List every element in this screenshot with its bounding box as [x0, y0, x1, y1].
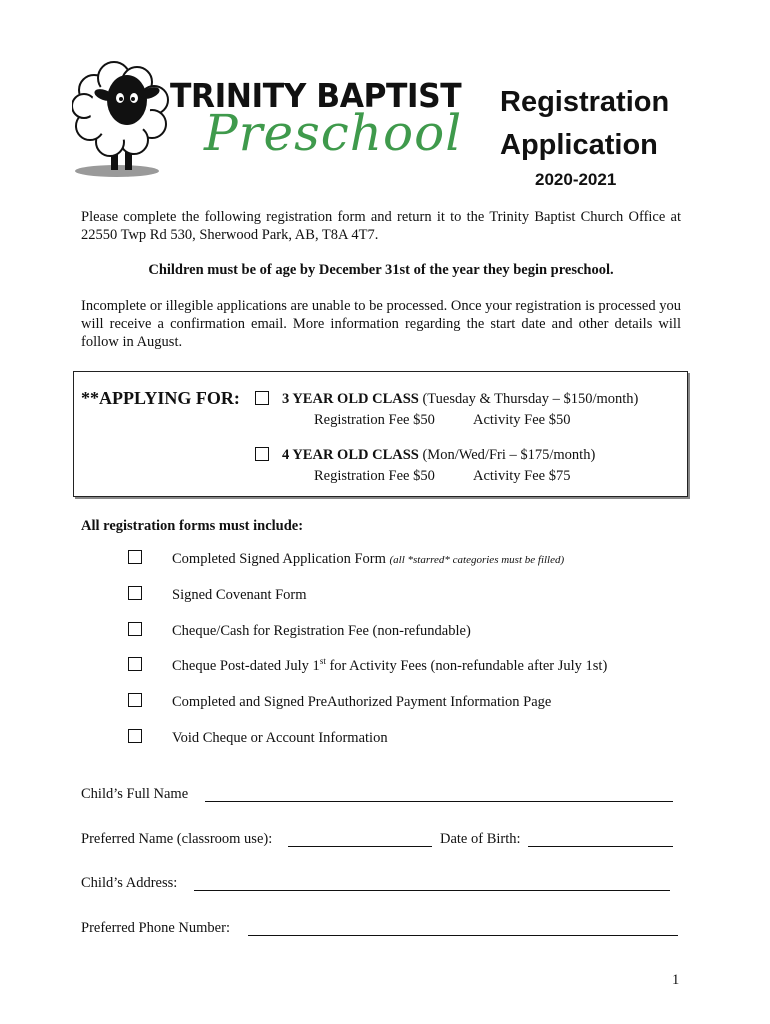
- preferred-name-label: Preferred Name (classroom use):: [81, 831, 273, 847]
- child-full-name-field[interactable]: [205, 801, 673, 802]
- option-details: (Mon/Wed/Fri – $175/month): [418, 447, 596, 463]
- requirement-note: (all *starred* categories must be filled): [389, 554, 565, 566]
- preferred-phone-field[interactable]: [248, 935, 678, 936]
- checkbox-requirement[interactable]: [128, 622, 142, 636]
- date-of-birth-field[interactable]: [528, 846, 673, 847]
- requirement-label: Completed Signed Application Form: [172, 551, 390, 567]
- requirement-item: Completed and Signed PreAuthorized Payment Information Page: [172, 694, 552, 710]
- requirement-label: Cheque Post-dated July 1: [172, 658, 320, 674]
- option-details: (Tuesday & Thursday – $150/month): [418, 391, 639, 407]
- intro-paragraph: Please complete the following registration form and return it to the Trinity Baptist Church Office at 22550 Twp Rd 530, Sherwood Park, AB, T8A 4T7.: [81, 209, 681, 243]
- requirement-label: for Activity Fees (non-refundable after July 1st): [325, 658, 608, 674]
- option-3-year-class: [282, 391, 638, 408]
- checkbox-requirement[interactable]: [128, 586, 142, 600]
- superscript: st: [319, 656, 326, 667]
- requirements-heading: All registration forms must include:: [81, 518, 304, 534]
- checkbox-requirement[interactable]: [128, 550, 142, 564]
- checkbox-3-year-class[interactable]: [255, 391, 269, 405]
- requirement-item: Void Cheque or Account Information: [172, 730, 388, 746]
- brand-subtitle: Preschool: [204, 104, 463, 162]
- requirement-item: [172, 551, 564, 568]
- preferred-phone-label: Preferred Phone Number:: [81, 920, 230, 936]
- date-of-birth-label: Date of Birth:: [440, 831, 521, 847]
- applying-for-label: **APPLYING FOR:: [81, 388, 240, 408]
- requirement-item: Cheque/Cash for Registration Fee (non-refundable): [172, 623, 471, 639]
- preferred-name-field[interactable]: [288, 846, 432, 847]
- activity-fee: Activity Fee $50: [473, 412, 571, 428]
- requirement-item: [172, 658, 607, 675]
- registration-fee: Registration Fee $50: [314, 468, 435, 484]
- sheep-icon: [72, 60, 172, 185]
- requirement-item: Signed Covenant Form: [172, 587, 307, 603]
- checkbox-requirement[interactable]: [128, 693, 142, 707]
- checkbox-4-year-class[interactable]: [255, 447, 269, 461]
- activity-fee: Activity Fee $75: [473, 468, 571, 484]
- option-class-name: 3 YEAR OLD CLASS: [282, 391, 419, 407]
- processing-paragraph: Incomplete or illegible applications are unable to be processed. Once your registration is processed you will receive a confirmation email. More information regarding the start date and other details will follow in August.: [81, 298, 681, 350]
- age-notice: Children must be of age by December 31st of the year they begin preschool.: [148, 262, 614, 278]
- option-class-name: 4 YEAR OLD CLASS: [282, 447, 419, 463]
- checkbox-requirement[interactable]: [128, 729, 142, 743]
- school-year: 2020-2021: [535, 170, 617, 189]
- child-full-name-label: Child’s Full Name: [81, 786, 189, 802]
- page-number: 1: [672, 972, 680, 988]
- page-title-line2: Application: [500, 129, 658, 161]
- child-address-field[interactable]: [194, 890, 670, 891]
- checkbox-requirement[interactable]: [128, 657, 142, 671]
- child-address-label: Child’s Address:: [81, 875, 178, 891]
- registration-fee: Registration Fee $50: [314, 412, 435, 428]
- brand-name: TRINITY BAPTIST: [170, 76, 462, 115]
- option-4-year-class: [282, 447, 595, 464]
- page-title-line1: Registration: [500, 86, 670, 118]
